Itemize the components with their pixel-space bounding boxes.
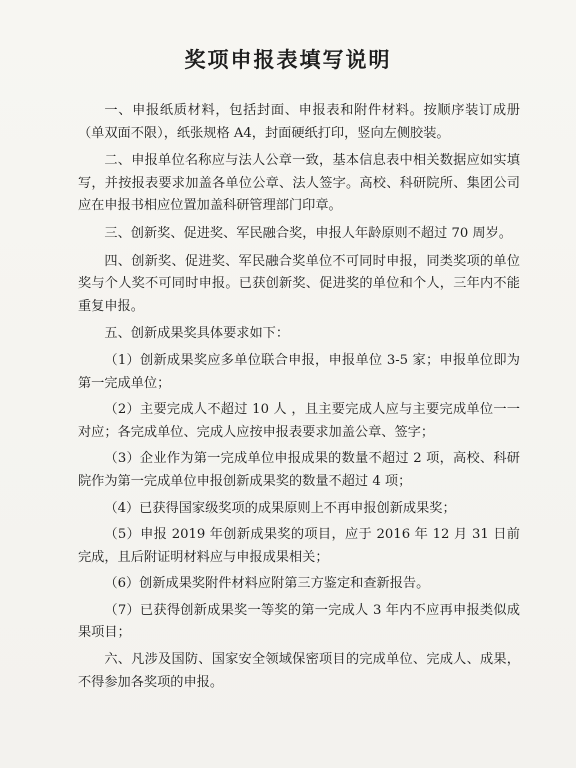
paragraph-2: 二、申报单位名称应与法人公章一致，基本信息表中相关数据应如实填写，并按报表要求加盖各单位公章、法人签字。高校、科研院所、集团公司应在申报书相应位置加盖科研管理部门印章。 [78, 153, 520, 214]
document-body [78, 100, 520, 699]
list-item-6: （6）创新成果奖附件材料应附第三方鉴定和查新报告。 [104, 576, 430, 592]
page-title: 奖项申报表填写说明 [184, 48, 392, 72]
list-item-5: （5）申报 2019 年创新成果奖的项目，应于 2016 年 12 月 31 日前完成，且后附证明材料应与申报成果相关； [78, 527, 520, 565]
list-item-3: （3）企业作为第一完成单位申报成果的数量不超过 2 项，高校、科研院作为第一完成单位申报创新成果奖的数量不超过 4 项； [78, 451, 520, 489]
paragraph-3: 三、创新奖、促进奖、军民融合奖，申报人年龄原则不超过 70 周岁。 [104, 225, 512, 241]
paragraph-6: 六、凡涉及国防、国家安全领域保密项目的完成单位、完成人、成果，不得参加各奖项的申报。 [78, 652, 520, 690]
paragraph-5: 五、创新成果奖具体要求如下： [104, 326, 290, 342]
list-item-7: （7）已获得创新成果奖一等奖的第一完成人 3 年内不应再申报类似成果项目； [78, 602, 520, 641]
paragraph-1: 一、申报纸质材料，包括封面、申报表和附件材料。按顺序装订成册（单双面不限），纸张规格 A4，封面硬纸打印，竖向左侧胶装。 [78, 103, 520, 141]
list-item-1: （1）创新成果奖应多单位联合申报，申报单位 3-5 家；申报单位即为第一完成单位； [78, 352, 520, 391]
paragraph-4: 四、创新奖、促进奖、军民融合奖单位不可同时申报，同类奖项的单位奖与个人奖不可同时申报。已获创新奖、促进奖的单位和个人，三年内不能重复申报。 [78, 253, 520, 314]
list-item-2: （2）主要完成人不超过 10 人 ，且主要完成人应与主要完成单位一一对应；各完成单位、完成人应按申报表要求加盖公章、签字； [78, 402, 520, 440]
list-item-4: （4）已获得国家级奖项的成果原则上不再申报创新成果奖； [104, 500, 456, 516]
